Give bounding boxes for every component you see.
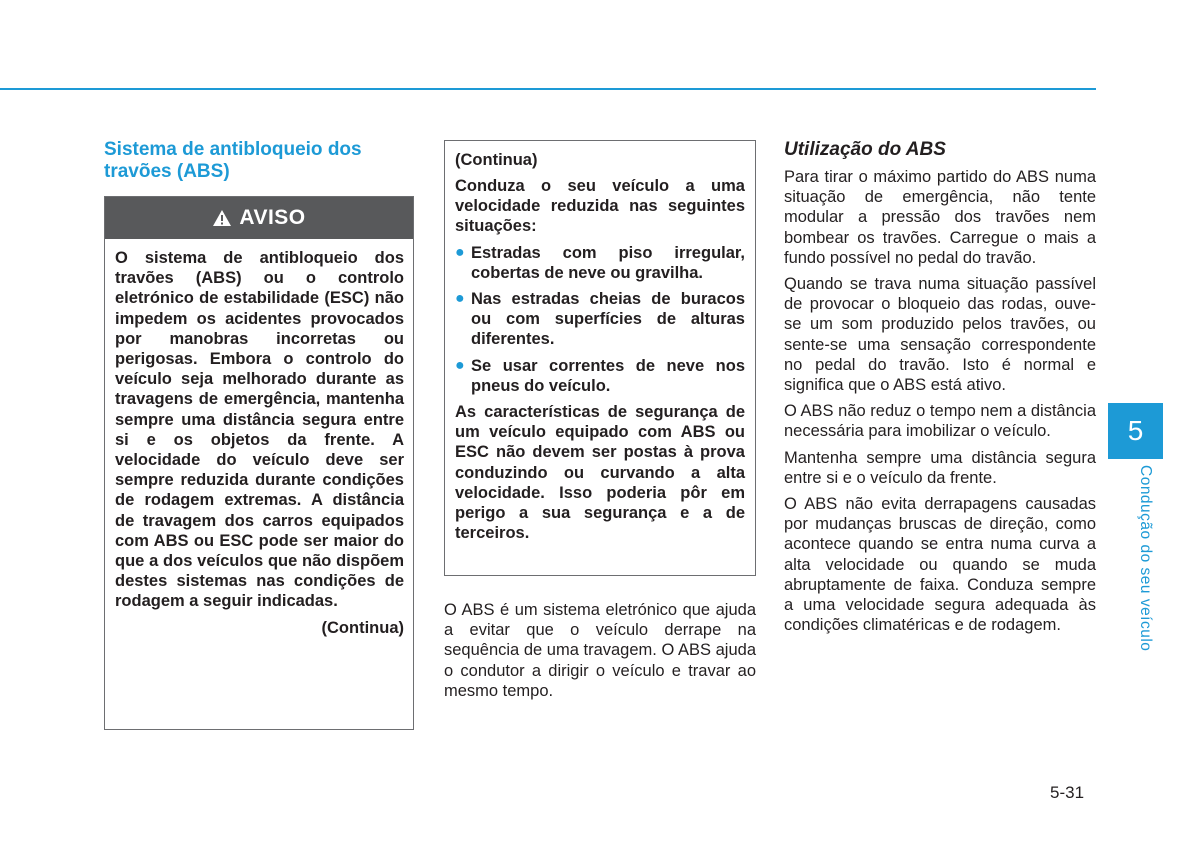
- continued-warning-box: [444, 140, 756, 576]
- usage-paragraph: Quando se trava numa situação passível de provocar o bloqueio das rodas, ouve-se um som produzido pelos travões, ou sente-se uma sensação correspondente no pedal do travão. Isto é normal e significa que o ABS está ativo.: [784, 275, 1096, 395]
- conditions-list: [455, 243, 745, 396]
- chapter-number-tab: 5: [1108, 403, 1163, 459]
- warning-box: [104, 196, 414, 730]
- continued-header: (Continua): [455, 151, 538, 169]
- section-title: Sistema de antibloqueio dos travões (ABS): [104, 139, 362, 182]
- warning-header: [105, 197, 413, 239]
- usage-heading: Utilização do ABS: [784, 139, 946, 160]
- abs-description: O ABS é um sistema eletrónico que ajuda a evitar que o veículo derrape na sequência de uma travagem. O ABS ajuda o condutor a dirigir o veículo e travar ao mesmo tempo.: [444, 601, 756, 700]
- usage-section: [784, 138, 1096, 641]
- continued-conclusion: As características de segurança de um veículo equipado com ABS ou ESC não devem ser postas à prova conduzindo ou curvando a alta velocidade. Isso poderia pôr em perigo a sua segurança e a de terceiros.: [455, 403, 745, 543]
- list-item: ● Nas estradas cheias de buracos ou com superfícies de alturas diferentes.: [455, 290, 745, 349]
- warning-continues: (Continua): [321, 618, 404, 637]
- header-rule: [0, 88, 1096, 90]
- usage-paragraph: O ABS não reduz o tempo nem a distância necessária para imobilizar o veículo.: [784, 402, 1096, 441]
- warning-text: O sistema de antibloqueio dos travões (ABS) ou o controlo eletrónico de estabilidade (ESC) não impedem os acidentes provocados por manobras incorretas ou perigosas. Embora o controlo do veículo seja melhorado durante as travagens de emergência, mantenha sempre uma distância segura entre si e os objetos da frente. A velocidade do veículo deve ser sempre reduzida durante condições de rodagem extremas. A distância de travagem dos carros equipados com ABS ou ESC pode ser maior do que a dos veículos que não dispõem destes sistemas nas condições de rodagem a seguir indicadas.: [115, 249, 404, 611]
- warning-triangle-icon: [212, 209, 232, 227]
- usage-paragraph: Mantenha sempre uma distância segura entre si e o veículo da frente.: [784, 448, 1096, 487]
- continued-intro: Conduza o seu veículo a uma velocidade reduzida nas seguintes situações:: [455, 177, 745, 236]
- list-item: ● Se usar correntes de neve nos pneus do veículo.: [455, 356, 745, 395]
- bullet-icon: ●: [455, 356, 465, 374]
- chapter-label: Condução do seu veículo: [1137, 465, 1154, 652]
- page-number: 5-31: [1050, 783, 1085, 802]
- warning-label: AVISO: [239, 206, 306, 229]
- usage-paragraph: O ABS não evita derrapagens causadas por mudanças bruscas de direção, como acontece quando se entra numa curva a alta velocidade ou quando se muda abruptamente de faixa. Conduza sempre a uma velocidade segura adequada às condições climatéricas e de rodagem.: [784, 495, 1096, 635]
- usage-paragraph: Para tirar o máximo partido do ABS numa situação de emergência, não tente modular a pressão dos travões nem bombear os travões. Carregue o mais a fundo possível no pedal do travão.: [784, 168, 1096, 267]
- bullet-icon: ●: [455, 243, 465, 261]
- bullet-icon: ●: [455, 290, 465, 308]
- list-item: ● Estradas com piso irregular, cobertas de neve ou gravilha.: [455, 243, 745, 282]
